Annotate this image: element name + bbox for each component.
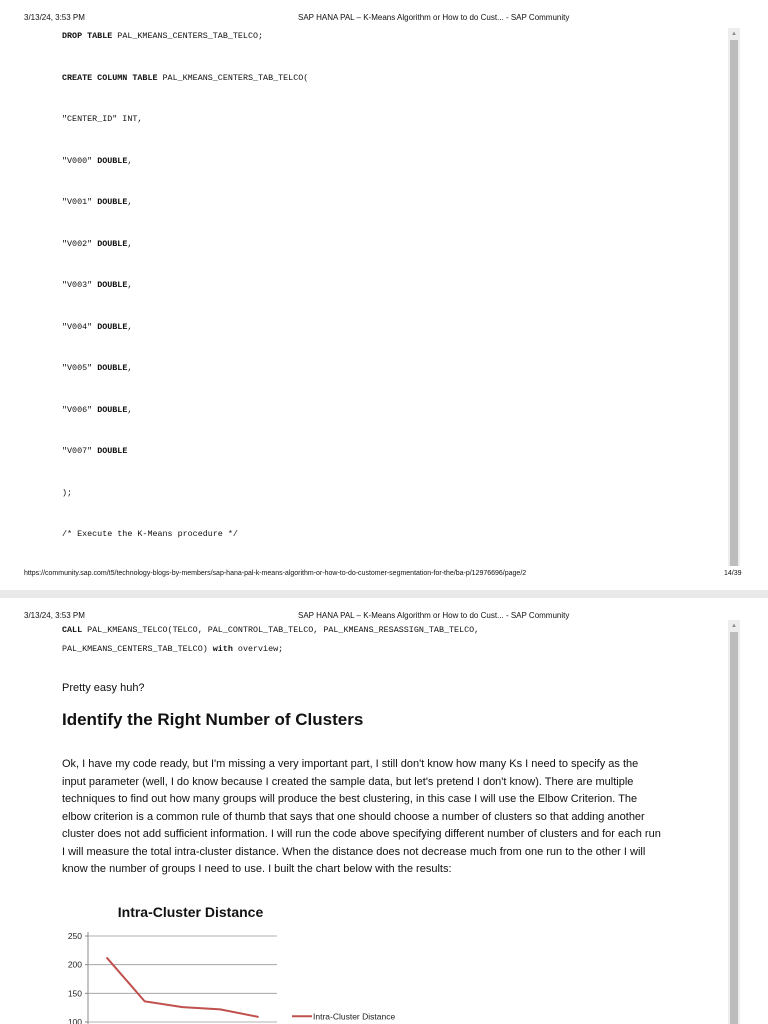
code-text: "V001" <box>62 197 98 207</box>
y-tick-label: 100 <box>67 1017 82 1024</box>
code-keyword: DOUBLE <box>97 321 128 332</box>
code-text: , <box>127 238 133 249</box>
y-tick-label: 200 <box>67 959 82 970</box>
y-tick-label: 250 <box>67 931 82 941</box>
code-line <box>62 280 132 290</box>
code-text: , <box>127 155 133 166</box>
code-text: PAL_KMEANS_TELCO(TELCO, PAL_CONTROL_TAB_TELCO, PAL_KMEANS_RESASSIGN_TAB_TELCO, <box>82 625 480 635</box>
data-point <box>144 1001 146 1003</box>
code-text: , <box>127 280 133 290</box>
code-text: , <box>127 321 133 332</box>
paragraph-line: input parameter (well, I do know because I created the sample data, but let's pretend I don't know). There are multiple <box>62 775 634 788</box>
paragraph-line: Ok, I have my code ready, but I'm missing a very important part, I still don't know how many Ks I need to specify as the <box>62 758 639 770</box>
code-line <box>62 239 132 249</box>
paragraph-line: I will measure the total intra-cluster distance. When the distance does not decrease much from one run to the other I will <box>62 845 646 858</box>
page-header <box>0 611 768 623</box>
code-line <box>62 156 132 166</box>
paragraph-line: elbow criterion is a common rule of thumb that says that one should choose a number of clusters so that adding another <box>62 810 645 823</box>
code-line <box>62 363 132 373</box>
data-point <box>182 1006 184 1008</box>
code-keyword: with <box>212 644 233 654</box>
code-line <box>62 73 308 83</box>
legend-label: Intra-Cluster Distance <box>313 1011 396 1022</box>
print-date: 3/13/24, 3:53 PM <box>24 611 85 620</box>
paragraph-line: techniques to find out how many groups will produce the best clustering, in this case I will use the Elbow Criterion. The <box>62 793 638 805</box>
code-line <box>62 488 72 498</box>
code-keyword: DOUBLE <box>97 280 128 290</box>
code-text: "V003" <box>62 280 98 290</box>
code-text: overview; <box>232 644 284 654</box>
code-keyword: DROP TABLE <box>62 31 113 41</box>
code-line <box>62 322 132 332</box>
code-text: , <box>127 404 133 415</box>
section-heading: Identify the Right Number of Clusters <box>62 710 364 729</box>
print-title: SAP HANA PAL – K-Means Algorithm or How to do Cust... - SAP Community <box>298 611 570 620</box>
paragraph-line: know the number of groups I need to use. I built the chart below with the results: <box>62 863 452 875</box>
code-keyword: CALL <box>62 625 83 635</box>
code-text: /* Execute the K-Means procedure */ <box>62 529 238 539</box>
code-line <box>62 625 479 635</box>
chart-title: Intra-Cluster Distance <box>117 904 264 920</box>
code-keyword: DOUBLE <box>97 197 128 207</box>
code-text: "V007" <box>62 446 98 456</box>
code-text: "V005" <box>62 363 98 373</box>
code-line <box>62 446 127 456</box>
series-line <box>107 958 258 1017</box>
code-text: , <box>127 363 133 373</box>
code-text: ); <box>62 487 73 498</box>
code-text: PAL_KMEANS_CENTERS_TAB_TELCO; <box>112 31 264 41</box>
page-header <box>0 13 768 25</box>
code-line <box>62 197 132 207</box>
code-text: PAL_KMEANS_CENTERS_TAB_TELCO) <box>62 644 213 654</box>
data-point <box>257 1016 259 1018</box>
scrollbar-thumb[interactable] <box>730 40 738 566</box>
scroll-up-arrow-icon[interactable]: ▲ <box>731 623 737 629</box>
code-line <box>62 31 263 41</box>
scroll-up-arrow-icon[interactable]: ▲ <box>731 31 737 37</box>
code-line <box>62 405 132 415</box>
code-keyword: DOUBLE <box>97 363 128 373</box>
elbow-chart <box>60 898 420 1024</box>
page-url: https://community.sap.com/t5/technology-blogs-by-members/sap-hana-pal-k-means-algorithm-or-how-to-do-customer-segmentation-for-the/ba-p/12976696/page/2 <box>24 570 527 577</box>
code-text: "V000" <box>62 155 98 166</box>
data-point <box>106 957 108 959</box>
paragraph-line: cluster does not add sufficient information. I will run the code above specifying different number of clusters and for each run <box>62 828 661 840</box>
data-point <box>220 1009 222 1011</box>
code-keyword: CREATE COLUMN TABLE <box>62 72 158 83</box>
code-text: , <box>127 197 133 207</box>
scrollbar[interactable] <box>728 28 740 566</box>
print-date: 3/13/24, 3:53 PM <box>24 13 85 22</box>
code-keyword: DOUBLE <box>97 155 128 166</box>
page-footer <box>0 570 768 582</box>
code-line <box>62 644 283 654</box>
y-tick-label: 150 <box>67 988 82 999</box>
code-keyword: DOUBLE <box>97 238 128 249</box>
code-line <box>62 114 142 124</box>
intro-text: Pretty easy huh? <box>62 682 145 694</box>
code-text: "V004" <box>62 321 98 332</box>
code-text: "V002" <box>62 238 98 249</box>
page-number: 14/39 <box>724 570 742 577</box>
pdf-page-15 <box>0 598 768 1024</box>
code-line <box>62 529 238 539</box>
chart-svg <box>60 898 420 1024</box>
print-title: SAP HANA PAL – K-Means Algorithm or How to do Cust... - SAP Community <box>298 13 570 22</box>
code-text: "V006" <box>62 404 98 415</box>
code-keyword: DOUBLE <box>97 404 128 415</box>
code-keyword: DOUBLE <box>97 446 128 456</box>
code-text: "CENTER_ID" INT, <box>62 114 143 124</box>
scrollbar[interactable] <box>728 620 740 1024</box>
code-text: PAL_KMEANS_CENTERS_TAB_TELCO( <box>157 72 309 83</box>
scrollbar-thumb[interactable] <box>730 632 738 1024</box>
